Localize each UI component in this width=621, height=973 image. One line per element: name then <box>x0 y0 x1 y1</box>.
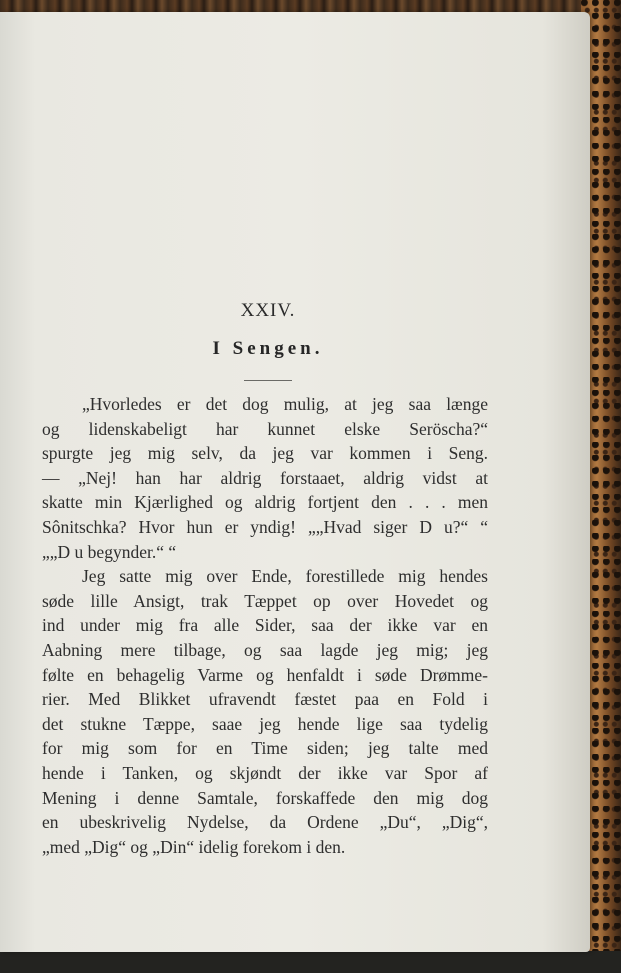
text-line: og lidenskabeligt har kunnet elske Seröscha?“ <box>42 418 488 439</box>
text-line: for mig som for en Time siden; jeg talte med <box>42 738 488 759</box>
text-line: Aabning mere tilbage, og saa lagde jeg mig; jeg <box>42 639 488 660</box>
chapter-title: I Sengen. <box>212 338 324 359</box>
text-line: „med „Dig“ og „Din“ idelig forekom i den. <box>42 836 346 857</box>
text-line: „„D u begynder.“ “ <box>42 541 177 562</box>
text-line: „Hvorledes er det dog mulig, at jeg saa længe <box>82 394 488 414</box>
text-line: rier. Med Blikket ufravendt fæstet paa en Fold i <box>42 689 488 710</box>
text-line: hende i Tanken, og skjøndt der ikke var Spor af <box>42 762 488 783</box>
text-line: spurgte jeg mig selv, da jeg var kommen i Seng. <box>42 443 488 464</box>
text-line: Mening i denne Samtale, forskaffede den mig dog <box>42 787 488 808</box>
text-line: det stukne Tæppe, saae jeg hende lige saa tydelig <box>42 713 488 734</box>
chapter-number: XXIV. <box>240 300 296 321</box>
text-line: — „Nej! han har aldrig forstaaet, aldrig vidst at <box>42 467 488 488</box>
text-line: følte en behagelig Varme og henfaldt i søde Drømme- <box>42 664 488 685</box>
book-page <box>0 12 590 952</box>
text-line: Jeg satte mig over Ende, forestillede mig hendes <box>82 566 488 587</box>
text-line: skatte min Kjærlighed og aldrig fortjent den . . . men <box>42 492 488 513</box>
bottom-shadow <box>0 951 621 973</box>
chapter-body-text <box>42 392 488 859</box>
chapter-divider-rule <box>244 380 292 381</box>
text-line: søde lille Ansigt, trak Tæppet op over Hovedet og <box>42 590 488 611</box>
text-line: en ubeskrivelig Nydelse, da Ordene „Du“, „Dig“, <box>42 812 488 833</box>
text-line: ind under mig fra alle Sider, saa der ikke var en <box>42 615 488 636</box>
text-line: Sônitschka? Hvor hun er yndig! „„Hvad siger D u?“ “ <box>42 516 488 537</box>
